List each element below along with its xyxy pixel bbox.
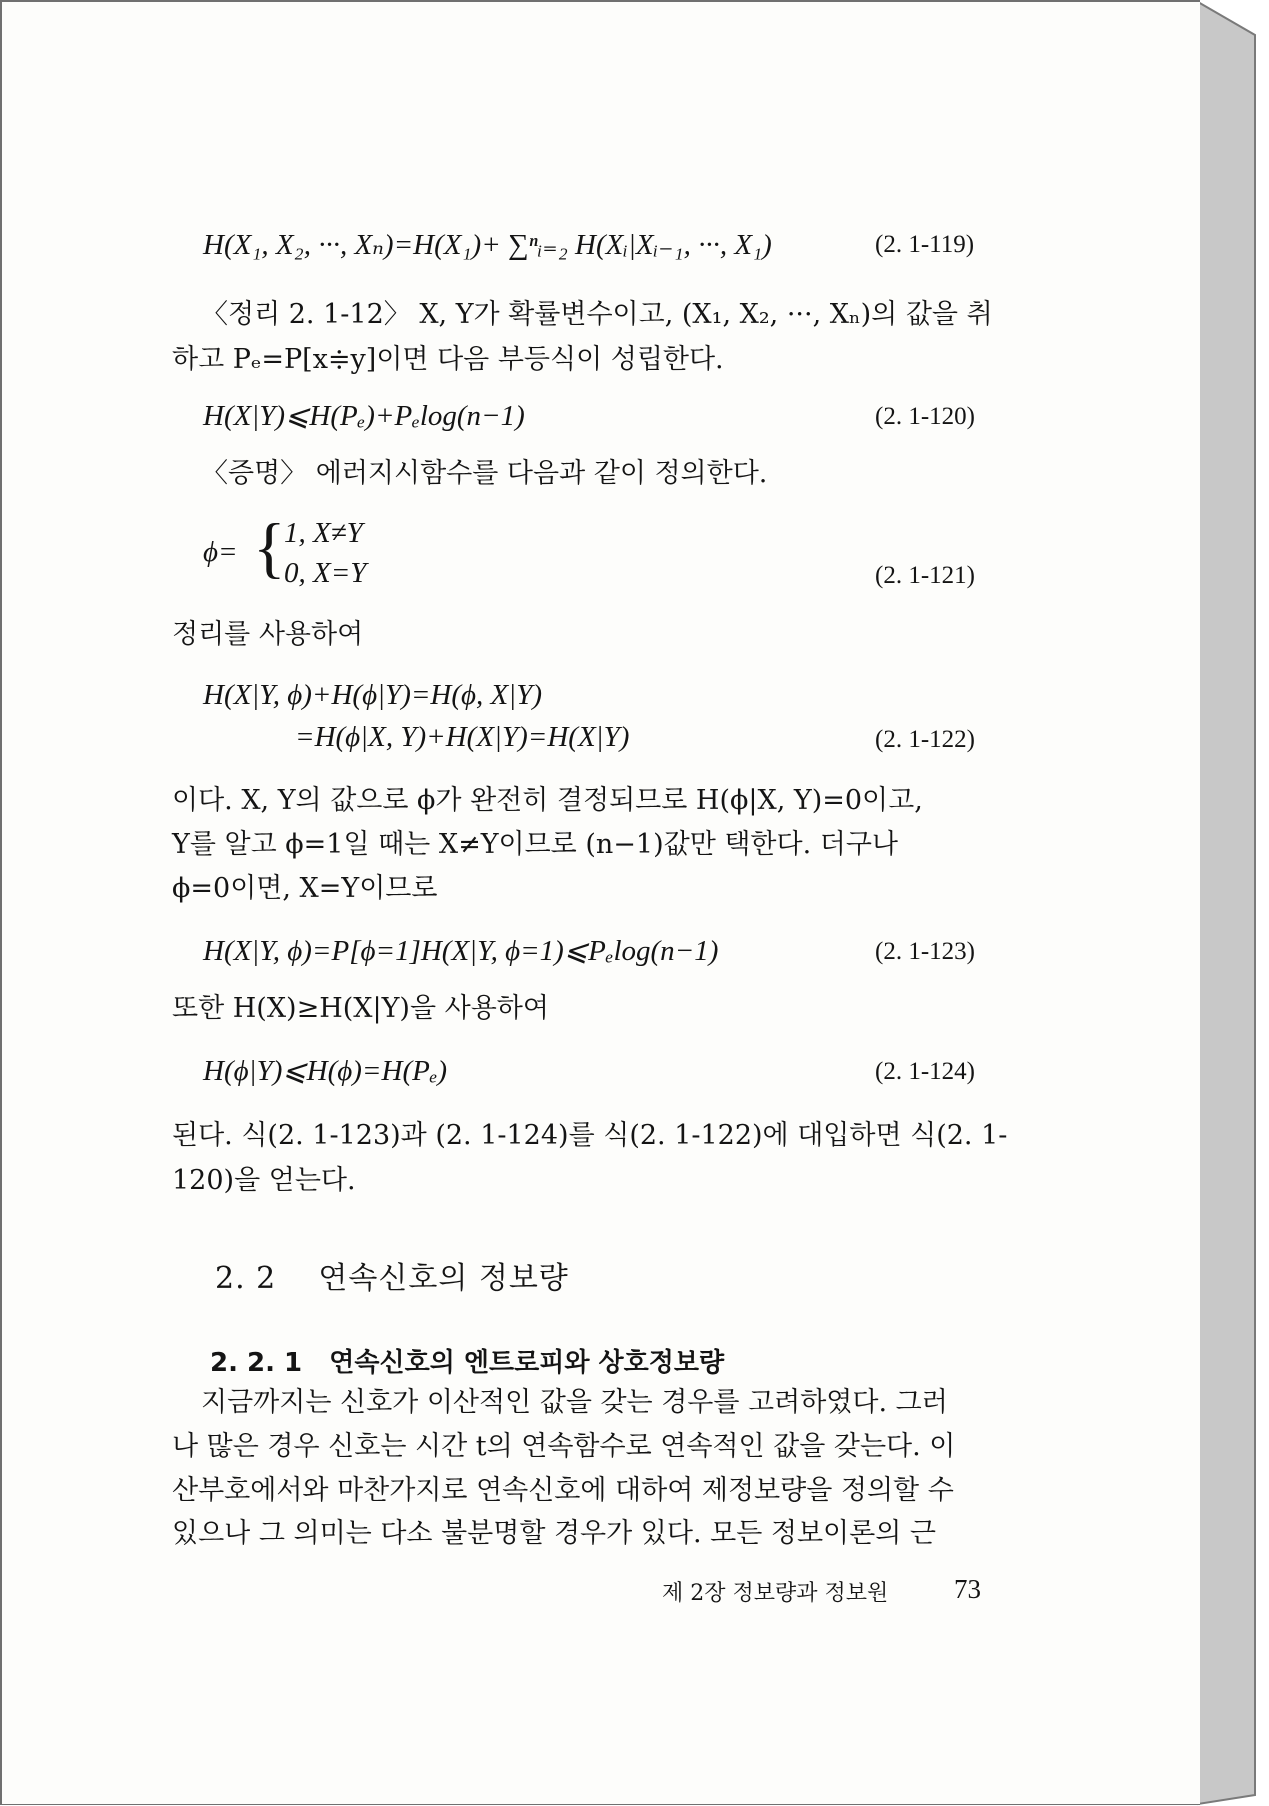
subsection-title: 연속신호의 엔트로피와 상호정보량	[329, 1348, 725, 1378]
equation-120: H(X|Y)⩽H(Pₑ)+Pₑlog(n−1)	[203, 400, 525, 432]
theorem-statement-line2: 하고 Pₑ=P[x≑y]이면 다음 부등식이 성립한다.	[172, 344, 724, 375]
equation-number-121: (2. 1-121)	[875, 562, 975, 589]
book-page	[2, 2, 1200, 1804]
intro-line4: 있으나 그 의미는 다소 불분명할 경우가 있다. 모든 정보이론의 근	[172, 1518, 936, 1549]
using-theorem-line: 정리를 사용하여	[172, 619, 364, 650]
result-line1: 된다. 식(2. 1-123)과 (2. 1-124)를 식(2. 1-122)에 대입하면 식(2. 1-	[172, 1120, 1008, 1151]
chapter-footer: 제 2장 정보량과 정보원	[662, 1581, 889, 1606]
equation-121-brace: {	[253, 509, 286, 585]
equation-122-line2: =H(ϕ|X, Y)+H(X|Y)=H(X|Y)	[295, 721, 630, 753]
equation-122-line1: H(X|Y, ϕ)+H(ϕ|Y)=H(ϕ, X|Y)	[203, 679, 543, 711]
also-using-line: 또한 H(X)≥H(X|Y)을 사용하여	[172, 993, 549, 1024]
section-title: 연속신호의 정보량	[318, 1261, 569, 1296]
paragraph-line2: Y를 알고 ϕ=1일 때는 X≠Y이므로 (n−1)값만 택한다. 더구나	[172, 829, 899, 860]
equation-number-124: (2. 1-124)	[875, 1058, 975, 1085]
section-heading	[215, 1253, 569, 1297]
section-number: 2. 2	[215, 1261, 277, 1296]
theorem-statement-line1: 〈정리 2. 1-12〉 X, Y가 확률변수이고, (X₁, X₂, ···, Xₙ)의 값을 취	[201, 299, 993, 330]
equation-number-123: (2. 1-123)	[875, 938, 975, 965]
intro-line3: 산부호에서와 마찬가지로 연속신호에 대하여 제정보량을 정의할 수	[172, 1475, 954, 1506]
equation-119: H(X₁, X₂, ···, Xₙ)=H(X₁)+ ∑ⁿᵢ₌₂ H(Xᵢ|Xᵢ₋₁, ···, X₁)	[203, 229, 772, 261]
equation-121-lhs: ϕ=	[203, 536, 238, 568]
proof-heading-line: 〈증명〉 에러지시함수를 다음과 같이 정의한다.	[201, 458, 768, 489]
equation-124: H(ϕ|Y)⩽H(ϕ)=H(Pₑ)	[203, 1055, 448, 1087]
intro-line1: 지금까지는 신호가 이산적인 값을 갖는 경우를 고려하였다. 그러	[201, 1387, 948, 1418]
paragraph-line3: ϕ=0이면, X=Y이므로	[172, 873, 438, 904]
paragraph-line1: 이다. X, Y의 값으로 ϕ가 완전히 결정되므로 H(ϕ|X, Y)=0이고,	[172, 785, 923, 816]
page-edge-side	[1198, 2, 1255, 1804]
equation-121-case-0: 0, X=Y	[284, 557, 367, 589]
equation-121-case-1: 1, X≠Y	[284, 517, 363, 549]
subsection-number: 2. 2. 1	[210, 1348, 303, 1378]
intro-line2: 나 많은 경우 신호는 시간 t의 연속함수로 연속적인 값을 갖는다. 이	[172, 1431, 956, 1462]
equation-123: H(X|Y, ϕ)=P[ϕ=1]H(X|Y, ϕ=1)⩽Pₑlog(n−1)	[203, 935, 719, 967]
equation-number-119: (2. 1-119)	[875, 231, 975, 258]
subsection-heading	[210, 1342, 724, 1379]
equation-number-122: (2. 1-122)	[875, 726, 975, 753]
result-line2: 120)을 얻는다.	[172, 1165, 356, 1196]
page-number: 73	[954, 1574, 981, 1604]
equation-number-120: (2. 1-120)	[875, 403, 975, 430]
